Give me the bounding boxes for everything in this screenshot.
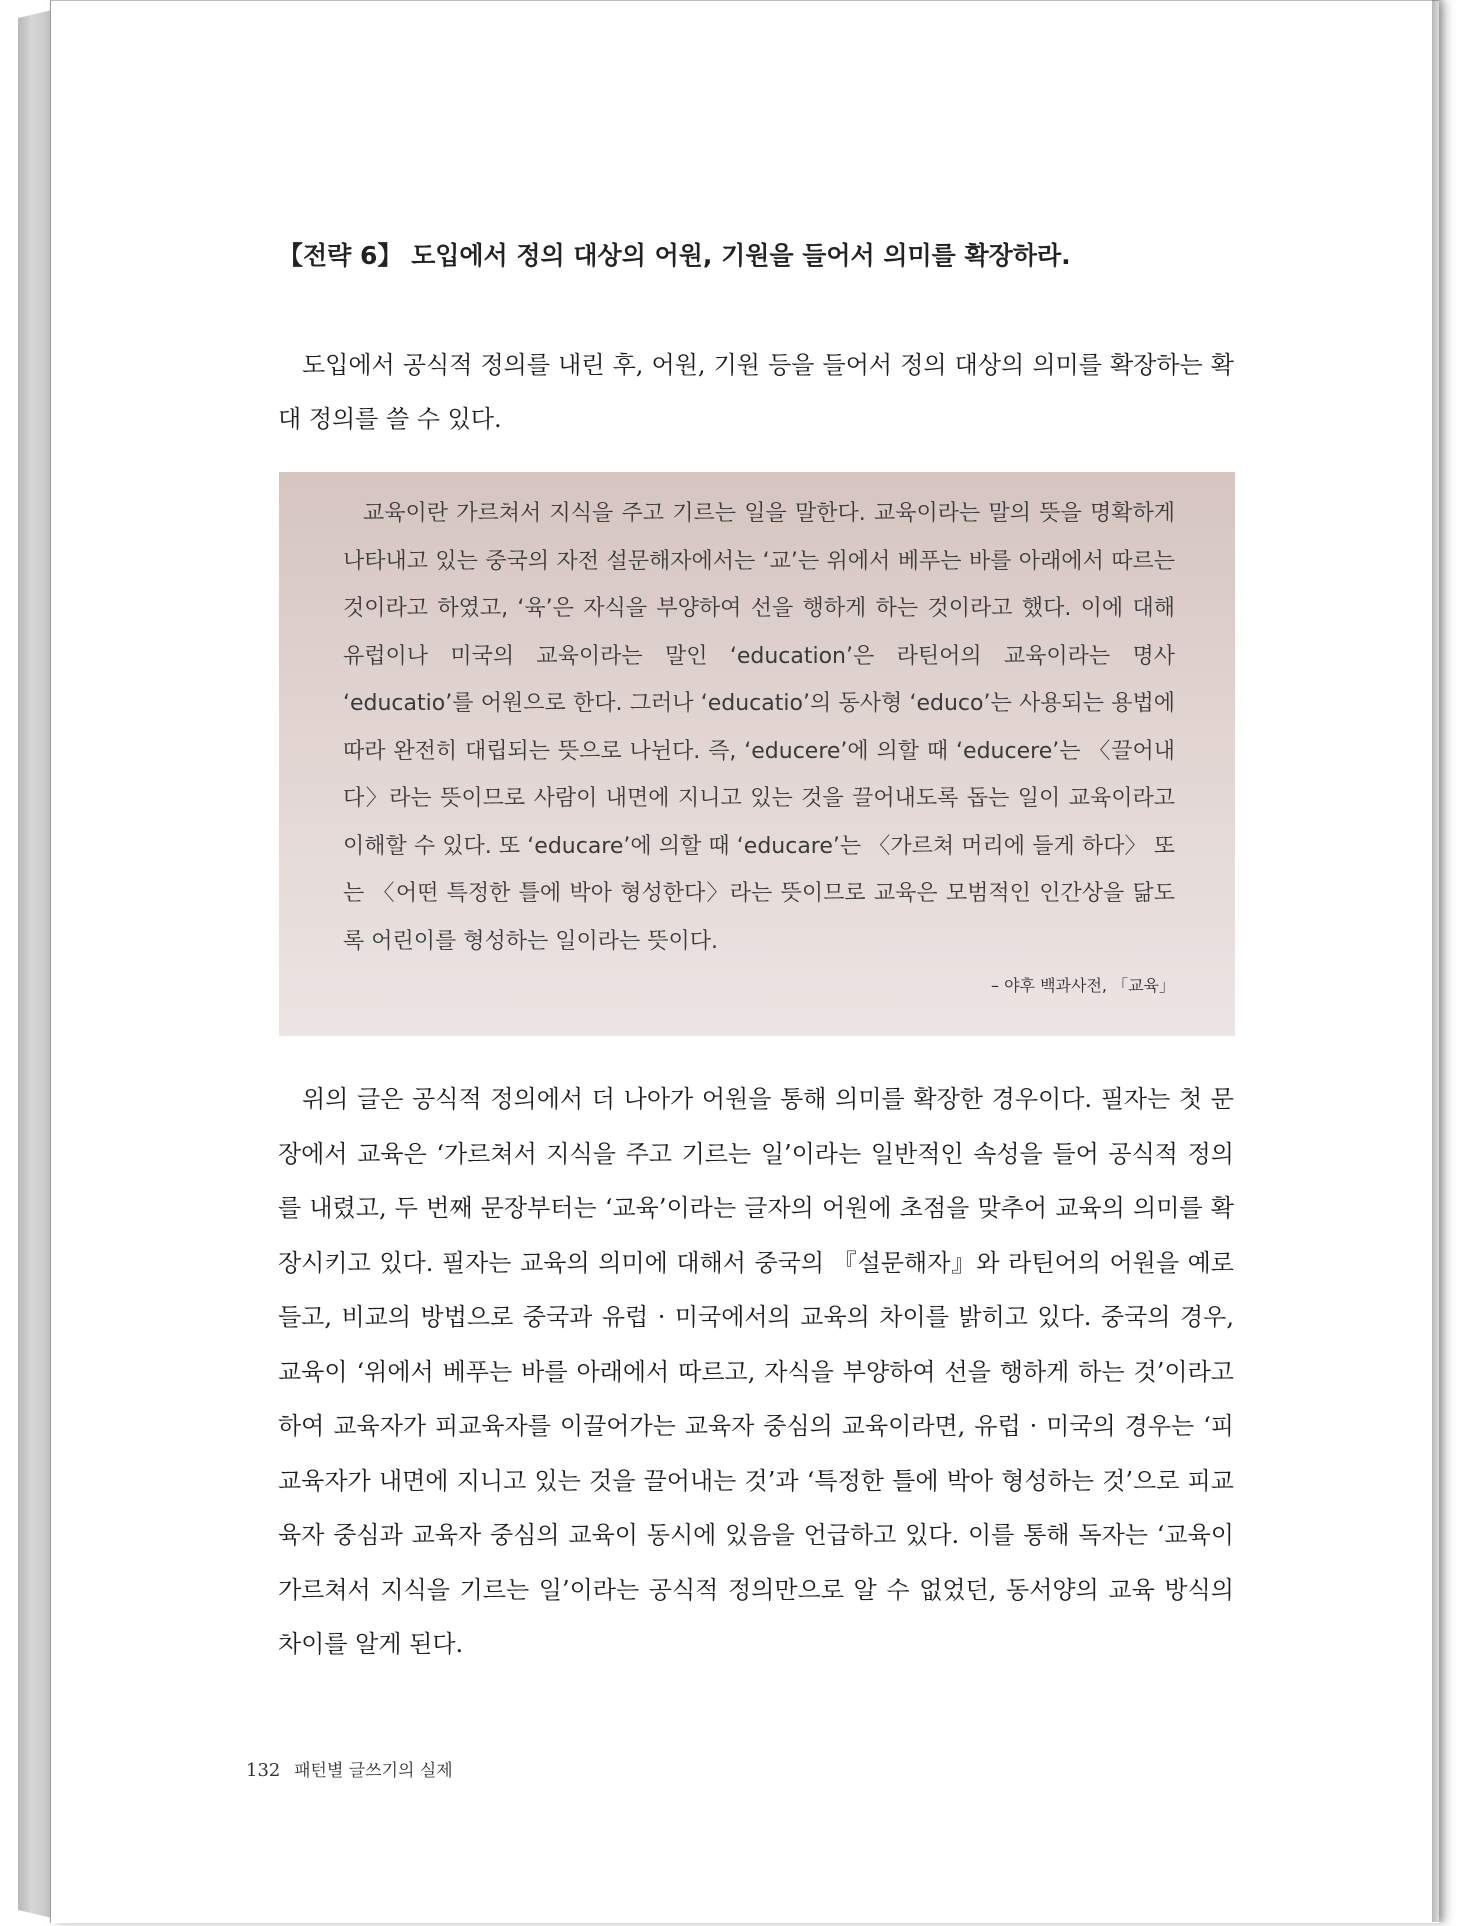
strategy-heading: 【전략 6】 도입에서 정의 대상의 어원, 기원을 들어서 의미를 확장하라. [278,241,1071,270]
quotation-source: – 야후 백과사전, 「교육」 [991,976,1175,995]
book-page-edge [18,10,52,1918]
analysis-paragraph: 위의 글은 공식적 정의에서 더 나아가 어원을 통해 의미를 확장한 경우이다. 필자는 첫 문장에서 교육은 ‘가르쳐서 지식을 주고 기르는 일’이라는 일반적인 속성을 들어 공식적 정의를 내렸고, 두 번째 문장부터는 ‘교육’이라는 글자의 어원에 초점을 맞추어 교육의 의미를 확장시키고 있다. 필자는 교육의 의미에 대해서 중국의 『설문해자』와 라틴어의 어원을 예로 들고, 비교의 방법으로 중국과 유럽 · 미국에서의 교육의 차이를 밝히고 있다. 중국의 경우, 교육이 ‘위에서 베푸는 바를 아래에서 따르고, 자식을 부양하여 선을 행하게 하는 것’이라고 하여 교육자가 피교육자를 이끌어가는 교육자 중심의 교육이라면, 유럽 · 미국의 경우는 ‘피교육자가 내면에 지니고 있는 것을 끌어내는 것’과 ‘특정한 틀에 박아 형성하는 것’으로 피교육자 중심과 교육자 중심의 교육이 동시에 있음을 언급하고 있다. 이를 통해 독자는 ‘교육이 가르쳐서 지식을 기르는 일’이라는 공식적 정의만으로 알 수 없었던, 동서양의 교육 방식의 차이를 알게 된다. [278,1085,1234,1658]
page-shadow [1432,0,1446,1922]
quotation-text: 교육이란 가르쳐서 지식을 주고 기르는 일을 말한다. 교육이라는 말의 뜻을 명확하게 나타내고 있는 중국의 자전 설문해자에서는 ‘교’는 위에서 베푸는 바를 아래에서 따르는 것이라고 하였고, ‘육’은 자식을 부양하여 선을 행하게 하는 것이라고 했다. 이에 대해 유럽이나 미국의 교육이라는 말인 ‘education’은 라틴어의 교육이라는 명사 ‘educatio’를 어원으로 한다. 그러나 ‘educatio’의 동사형 ‘educo’는 사용되는 용법에 따라 완전히 대립되는 뜻으로 나뉜다. 즉, ‘educere’에 의할 때 ‘educere’는 〈끌어내다〉라는 뜻이므로 사람이 내면에 지니고 있는 것을 끌어내도록 돕는 일이 교육이라고 이해할 수 있다. 또 ‘educare’에 의할 때 ‘educare’는 〈가르쳐 머리에 들게 하다〉 또는 〈어떤 특정한 틀에 박아 형성한다〉라는 뜻이므로 교육은 모범적인 인간상을 닮도록 어린이를 형성하는 일이라는 뜻이다. [343,501,1175,954]
intro-paragraph: 도입에서 공식적 정의를 내린 후, 어원, 기원 등을 들어서 정의 대상의 의미를 확장하는 확대 정의를 쓸 수 있다. [278,351,1234,433]
quotation-box [279,472,1235,1036]
page-number: 132 [246,1760,281,1781]
running-title: 패턴별 글쓰기의 실제 [294,1761,453,1781]
page-footer [246,1758,453,1784]
